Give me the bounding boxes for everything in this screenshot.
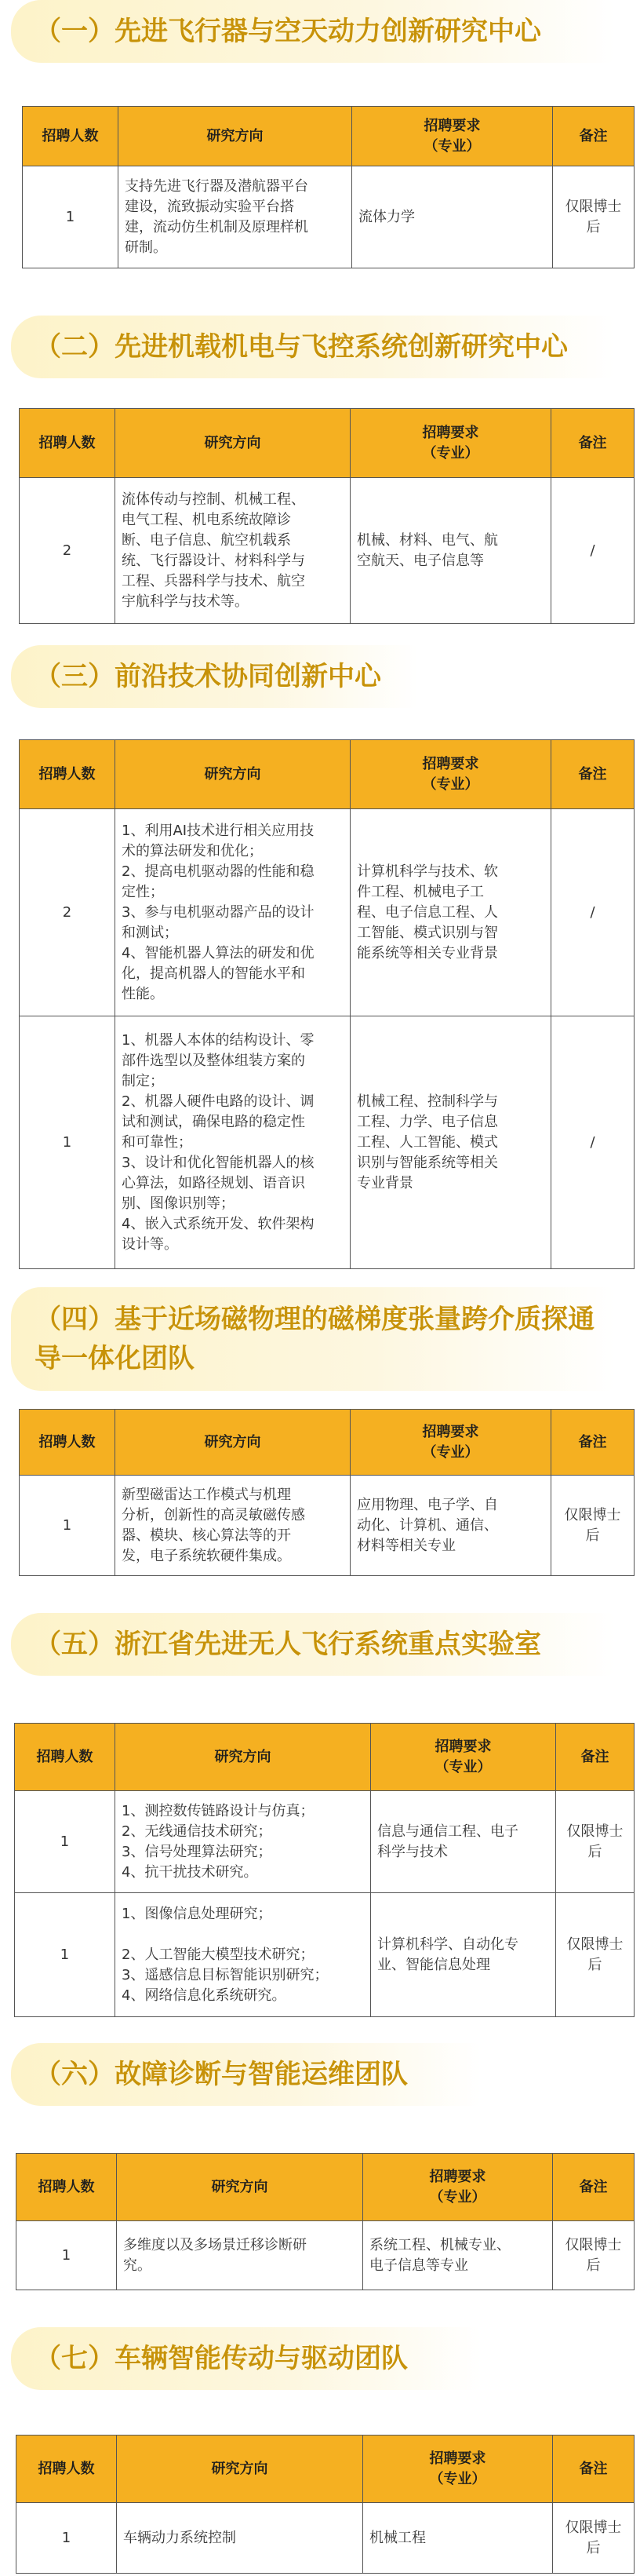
job-table — [22, 106, 635, 268]
header-direction: 研究方向 — [117, 2154, 363, 2221]
cell-count: 1 — [16, 2221, 117, 2290]
header-notes: 备注 — [551, 409, 635, 478]
cell-direction: 1、图像信息处理研究； 2、人工智能大模型技术研究； 3、遥感信息目标智能识别研究； 4、网络信息化系统研究。 — [115, 1893, 371, 2017]
section-title: （七）车辆智能传动与驱动团队 — [35, 2343, 408, 2374]
section-title: （二）先进机载机电与飞控系统创新研究中心 — [35, 331, 568, 363]
job-table — [16, 2435, 635, 2574]
header-direction: 研究方向 — [115, 409, 351, 478]
table-row — [15, 1893, 635, 2017]
cell-count: 1 — [20, 1016, 115, 1269]
job-table — [19, 408, 635, 624]
cell-direction: 新型磁雷达工作模式与机理 分析，创新性的高灵敏磁传感 器、模块、核心算法等的开 发，电子系统软硬件集成。 — [115, 1476, 351, 1576]
header-direction: 研究方向 — [118, 107, 352, 166]
section-title-banner — [11, 0, 615, 63]
table-row — [20, 478, 635, 624]
cell-requirement: 应用物理、电子学、自 动化、计算机、通信、 材料等相关专业 — [351, 1476, 551, 1576]
section-title-banner — [11, 1287, 615, 1391]
table-header-row — [16, 2436, 635, 2503]
cell-count: 1 — [15, 1893, 115, 2017]
section-title: （三）前沿技术协同创新中心 — [35, 661, 381, 692]
header-count: 招聘人数 — [15, 1724, 115, 1791]
cell-count: 1 — [23, 166, 118, 268]
cell-count: 2 — [20, 478, 115, 624]
header-count: 招聘人数 — [23, 107, 118, 166]
section-title-banner — [11, 2327, 482, 2390]
cell-direction: 多维度以及多场景迁移诊断研 究。 — [117, 2221, 363, 2290]
cell-direction: 车辆动力系统控制 — [117, 2503, 363, 2574]
header-notes: 备注 — [551, 740, 635, 809]
header-direction: 研究方向 — [117, 2436, 363, 2503]
table-header-row — [20, 740, 635, 809]
header-notes: 备注 — [553, 2436, 635, 2503]
section-title: （六）故障诊断与智能运维团队 — [35, 2059, 408, 2090]
header-count: 招聘人数 — [20, 740, 115, 809]
header-requirement: 招聘要求 （专业） — [352, 107, 553, 166]
table-header-row — [15, 1724, 635, 1791]
cell-direction: 1、利用AI技术进行相关应用技 术的算法研发和优化； 2、提高电机驱动器的性能和稳 定性； 3、参与电机驱动器产品的设计 和测试； 4、智能机器人算法的研发和优 化，提高机器人的智能水平和 性能。 — [115, 809, 351, 1016]
cell-requirement: 机械工程 — [363, 2503, 553, 2574]
cell-requirement: 流体力学 — [352, 166, 553, 268]
table-row — [20, 1016, 635, 1269]
cell-notes: 仅限博士 后 — [551, 1476, 635, 1576]
table-row — [23, 166, 635, 268]
cell-notes: / — [551, 478, 635, 624]
cell-requirement: 计算机科学与技术、软 件工程、机械电子工 程、电子信息工程、人 工智能、模式识别与智 能系统等相关专业背景 — [351, 809, 551, 1016]
cell-count: 1 — [15, 1791, 115, 1893]
header-requirement: 招聘要求 （专业） — [371, 1724, 556, 1791]
header-count: 招聘人数 — [20, 1410, 115, 1476]
job-table — [14, 1723, 635, 2017]
section-title: （五）浙江省先进无人飞行系统重点实验室 — [35, 1629, 541, 1660]
cell-count: 2 — [20, 809, 115, 1016]
header-count: 招聘人数 — [16, 2436, 117, 2503]
table-header-row — [20, 1410, 635, 1476]
cell-count: 1 — [20, 1476, 115, 1576]
header-notes: 备注 — [553, 107, 635, 166]
header-requirement: 招聘要求 （专业） — [351, 740, 551, 809]
cell-notes: 仅限博士 后 — [556, 1893, 635, 2017]
cell-direction: 支持先进飞行器及潜航器平台 建设，流致振动实验平台搭 建，流动仿生机制及原理样机 研制。 — [118, 166, 352, 268]
header-requirement: 招聘要求 （专业） — [351, 1410, 551, 1476]
cell-notes: / — [551, 809, 635, 1016]
job-table — [19, 739, 635, 1269]
cell-count: 1 — [16, 2503, 117, 2574]
table-row — [20, 809, 635, 1016]
cell-notes: 仅限博士 后 — [553, 2503, 635, 2574]
cell-notes: / — [551, 1016, 635, 1269]
section-title-banner — [11, 1613, 615, 1676]
section-title-banner — [11, 2043, 482, 2106]
header-notes: 备注 — [551, 1410, 635, 1476]
section-title: （一）先进飞行器与空天动力创新研究中心 — [35, 16, 541, 47]
cell-direction: 1、测控数传链路设计与仿真； 2、无线通信技术研究； 3、信号处理算法研究； 4、抗干扰技术研究。 — [115, 1791, 371, 1893]
section-title: （四）基于近场磁物理的磁梯度张量跨介质探通导一体化团队 — [35, 1304, 595, 1374]
header-direction: 研究方向 — [115, 740, 351, 809]
table-header-row — [23, 107, 635, 166]
table-row — [16, 2221, 635, 2290]
header-requirement: 招聘要求 （专业） — [363, 2154, 553, 2221]
section-title-banner — [11, 316, 615, 378]
header-count: 招聘人数 — [16, 2154, 117, 2221]
header-count: 招聘人数 — [20, 409, 115, 478]
table-header-row — [20, 409, 635, 478]
table-header-row — [16, 2154, 635, 2221]
header-requirement: 招聘要求 （专业） — [363, 2436, 553, 2503]
header-direction: 研究方向 — [115, 1410, 351, 1476]
header-direction: 研究方向 — [115, 1724, 371, 1791]
cell-requirement: 计算机科学、自动化专 业、智能信息处理 — [371, 1893, 556, 2017]
header-notes: 备注 — [556, 1724, 635, 1791]
cell-direction: 流体传动与控制、机械工程、 电气工程、机电系统故障诊 断、电子信息、航空机载系 统、飞行器设计、材料科学与 工程、兵器科学与技术、航空 宇航科学与技术等。 — [115, 478, 351, 624]
cell-notes: 仅限博士 后 — [556, 1791, 635, 1893]
section-title-banner — [11, 645, 419, 708]
header-notes: 备注 — [553, 2154, 635, 2221]
cell-requirement: 机械工程、控制科学与 工程、力学、电子信息 工程、人工智能、模式 识别与智能系统等相关 专业背景 — [351, 1016, 551, 1269]
job-table — [19, 1409, 635, 1576]
cell-notes: 仅限博士 后 — [553, 2221, 635, 2290]
table-row — [16, 2503, 635, 2574]
cell-requirement: 信息与通信工程、电子 科学与技术 — [371, 1791, 556, 1893]
cell-requirement: 机械、材料、电气、航 空航天、电子信息等 — [351, 478, 551, 624]
job-table — [16, 2153, 635, 2290]
cell-direction: 1、机器人本体的结构设计、零 部件选型以及整体组装方案的 制定； 2、机器人硬件电路的设计、调 试和测试，确保电路的稳定性 和可靠性； 3、设计和优化智能机器人的核 心算法，如路径规划、语音识 别、图像识别等； 4、嵌入式系统开发、软件架构 设计等。 — [115, 1016, 351, 1269]
table-row — [15, 1791, 635, 1893]
cell-notes: 仅限博士 后 — [553, 166, 635, 268]
cell-requirement: 系统工程、机械专业、 电子信息等专业 — [363, 2221, 553, 2290]
header-requirement: 招聘要求 （专业） — [351, 409, 551, 478]
table-row — [20, 1476, 635, 1576]
